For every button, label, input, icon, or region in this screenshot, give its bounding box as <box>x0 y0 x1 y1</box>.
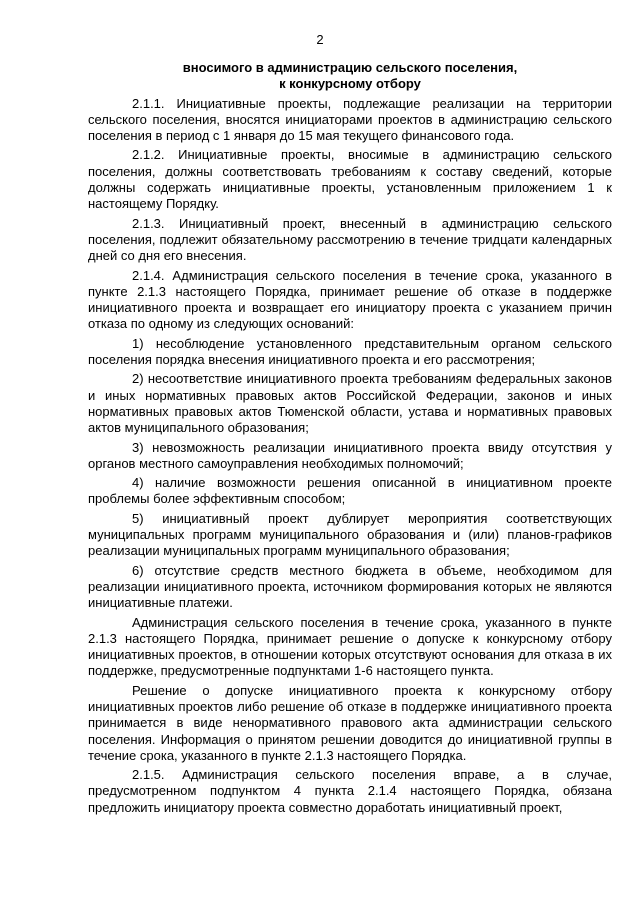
page-number: 2 <box>316 32 324 47</box>
heading-line-2: к конкурсному отбору <box>279 76 421 92</box>
list-item-1: 1) несоблюдение установленного представительным органом сельского поселения порядка внесения инициативного проекта и его рассмотрения; <box>88 335 612 368</box>
list-item-2: 2) несоответствие инициативного проекта требованиям федеральных законов и иных нормативных правовых актов Российской Федерации, законов и иных нормативных правовых актов Тюменской области, устава и нормативных правовых актов муниципального образования; <box>88 371 612 436</box>
list-item-4: 4) наличие возможности решения описанной в инициативном проекте проблемы более эффективным способом; <box>88 475 612 507</box>
paragraph-2-1-1: 2.1.1. Инициативные проекты, подлежащие реализации на территории сельского поселения, вносятся инициаторами проектов в администрацию сельского поселения в период с 1 января до 15 мая текущего финансового года. <box>88 95 612 144</box>
paragraph-admission-decision: Администрация сельского поселения в течение срока, указанного в пункте 2.1.3 настоящего Порядка, принимает решение о допуске к конкурсному отбору инициативных проектов, в отношении которых отсутствуют основания для отказа в их поддержке, предусмотренные подпунктами 1-6 настоящего пункта. <box>88 614 612 679</box>
list-item-6: 6) отсутствие средств местного бюджета в объеме, необходимом для реализации инициативного проекта, источником формирования которых не являются инициативные платежи. <box>88 562 612 611</box>
list-item-5: 5) инициативный проект дублирует мероприятия соответствующих муниципальных программ муниципального образования и (или) планов-графиков реализации муниципальных программ муниципального образования; <box>88 510 612 559</box>
list-item-3: 3) невозможность реализации инициативного проекта ввиду отсутствия у органов местного самоуправления необходимых полномочий; <box>88 439 612 471</box>
heading-line-1: вносимого в администрацию сельского поселения, <box>182 60 518 75</box>
document-body <box>88 60 612 819</box>
paragraph-decision-form: Решение о допуске инициативного проекта к конкурсному отбору инициативных проектов либо решение об отказе в поддержке инициативного проекта принимается в виде ненормативного правового акта администрации сельского поселения. Информация о принятом решении доводится до инициативной группы в течение срока, указанного в пункте 2.1.3 настоящего Порядка. <box>88 682 612 763</box>
paragraph-2-1-3: 2.1.3. Инициативный проект, внесенный в администрацию сельского поселения, подлежит обязательному рассмотрению в течение тридцати календарных дней со дня его внесения. <box>88 215 612 264</box>
paragraph-2-1-5: 2.1.5. Администрация сельского поселения вправе, а в случае, предусмотренном подпунктом 4 пункта 2.1.4 настоящего Порядка, обязана предложить инициатору проекта совместно доработать инициативный проект, <box>88 767 612 815</box>
section-heading <box>88 60 612 93</box>
paragraph-2-1-2: 2.1.2. Инициативные проекты, вносимые в администрацию сельского поселения, должны соответствовать требованиям к составу сведений, которые должны содержать инициативные проекты, установленным приложением 1 к настоящему Порядку. <box>88 147 612 212</box>
paragraph-2-1-4: 2.1.4. Администрация сельского поселения в течение срока, указанного в пункте 2.1.3 настоящего Порядка, принимает решение об отказе в поддержке инициативного проекта и возвращает его инициатору проекта с указанием причин отказа по одному из следующих оснований: <box>88 267 612 332</box>
